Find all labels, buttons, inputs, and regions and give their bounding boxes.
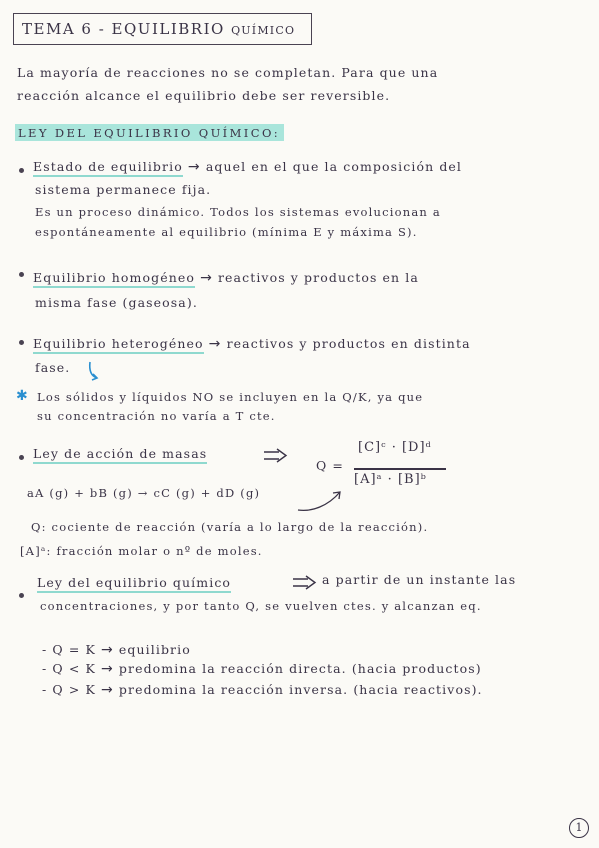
estado-line-2: sistema permanece fija. <box>35 182 212 197</box>
accion-masas-term: Ley de acción de masas <box>33 446 207 464</box>
curved-arrow-icon <box>296 488 344 514</box>
case-cond: - Q = K <box>42 642 96 657</box>
title-quimico: QUÍMICO <box>231 24 296 37</box>
implies-arrow-icon <box>263 448 289 464</box>
ley-equilibrio-line-2: concentraciones, y por tanto Q, se vuelven ctes. y alcanzan eq. <box>40 599 482 613</box>
heterogeneo-term: Equilibrio heterogéneo <box>33 336 204 354</box>
case-desc: predomina la reacción inversa. (hacia reactivos). <box>118 682 483 697</box>
arrow-right-icon: → <box>100 642 114 658</box>
case-greater <box>42 682 483 698</box>
estado-line-3: Es un proceso dinámico. Todos los sistemas evolucionan a <box>35 205 441 219</box>
intro-line-1: La mayoría de reacciones no se completan. Para que una <box>17 65 439 80</box>
estado-term: Estado de equilibrio <box>33 159 183 177</box>
ley-equilibrio-rest: a partir de un instante las <box>322 572 517 587</box>
heterogeneo-rest: reactivos y productos en distinta <box>226 336 471 351</box>
homogeneo-rest: reactivos y productos en la <box>217 270 419 285</box>
heterogeneo-line-1 <box>33 336 471 352</box>
arrow-right-icon: → <box>208 336 222 352</box>
ley-equilibrio-term: Ley del equilibrio químico <box>37 575 231 593</box>
arrow-right-icon: → <box>100 661 114 677</box>
fraction-bar <box>354 468 446 470</box>
arrow-right-icon: → <box>100 682 114 698</box>
title-tema: TEMA 6 - EQUILIBRIO <box>22 20 225 38</box>
page-title <box>13 13 312 45</box>
ley-equilibrio-line-1 <box>37 575 231 590</box>
homogeneo-line-1 <box>33 270 419 286</box>
a-definition: [A]ᵃ: fracción molar o nº de moles. <box>20 544 263 558</box>
estado-line-4: espontáneamente al equilibrio (mínima E y máxima S). <box>35 225 418 239</box>
homogeneo-line-2: misma fase (gaseosa). <box>35 295 198 310</box>
case-desc: equilibrio <box>118 642 191 657</box>
curved-arrow-down-icon <box>86 360 100 382</box>
case-cond: - Q < K <box>42 661 96 676</box>
asterisk-icon: ✱ <box>16 388 28 404</box>
nota-line-1: Los sólidos y líquidos NO se incluyen en la Q/K, ya que <box>37 390 424 404</box>
case-less <box>42 661 482 677</box>
section-heading: LEY DEL EQUILIBRIO QUÍMICO: <box>15 124 284 141</box>
q-definition: Q: cociente de reacción (varía a lo largo de la reacción). <box>31 520 429 534</box>
accion-masas-line <box>33 446 207 461</box>
heterogeneo-line-2: fase. <box>35 360 71 375</box>
implies-arrow-icon <box>292 575 318 591</box>
bullet-homogeneo <box>19 272 24 277</box>
bullet-estado <box>19 168 24 173</box>
case-cond: - Q > K <box>42 682 96 697</box>
page-number: 1 <box>569 818 589 838</box>
nota-line-2: su concentración no varía a T cte. <box>37 409 276 423</box>
reaction-equation: aA (g) + bB (g) → cC (g) + dD (g) <box>27 486 261 500</box>
estado-line-1 <box>33 159 462 175</box>
arrow-right-icon: → <box>187 159 201 175</box>
q-label: Q = <box>316 458 344 473</box>
estado-rest: aquel en el que la composición del <box>205 159 463 174</box>
bullet-ley-equilibrio <box>19 593 24 598</box>
case-desc: predomina la reacción directa. (hacia productos) <box>118 661 482 676</box>
homogeneo-term: Equilibrio homogéneo <box>33 270 195 288</box>
case-equal <box>42 642 191 658</box>
intro-line-2: reacción alcance el equilibrio debe ser reversible. <box>17 88 391 103</box>
bullet-heterogeneo <box>19 340 24 345</box>
fraction-denominator: [A]ᵃ · [B]ᵇ <box>354 472 427 487</box>
arrow-right-icon: → <box>200 270 213 286</box>
bullet-accion-masas <box>19 455 24 460</box>
fraction-numerator: [C]ᶜ · [D]ᵈ <box>358 440 432 455</box>
